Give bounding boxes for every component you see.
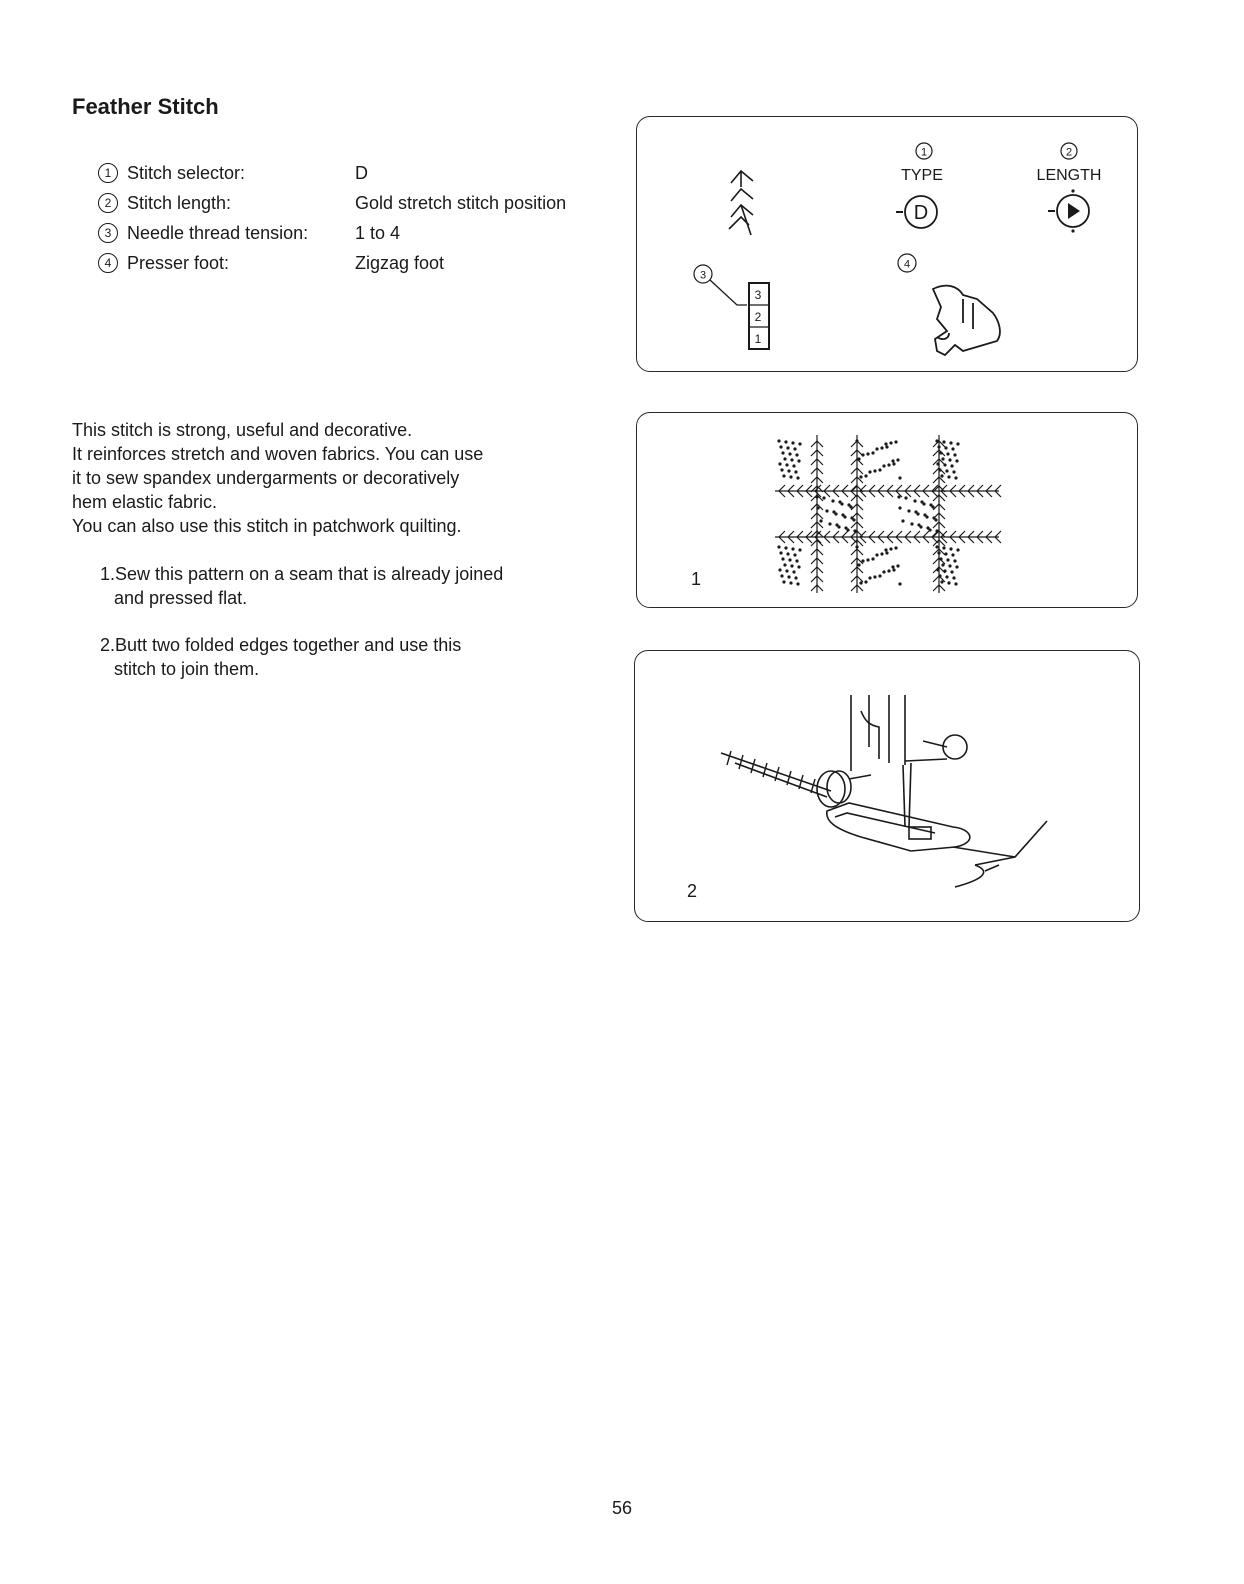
step-text: 1.Sew this pattern on a seam that is already joined: [100, 564, 504, 584]
dot-icon: [1071, 189, 1074, 192]
length-dial: [1037, 143, 1102, 233]
steps-list: [100, 562, 570, 704]
page-number: 56: [611, 1498, 633, 1518]
feather-seam-icon: [775, 531, 1001, 543]
feather-stitch-pattern-icon: [729, 171, 753, 235]
setting-label: Stitch length:: [127, 192, 232, 213]
tension-number: 3: [699, 269, 707, 282]
settings-panel: [636, 116, 1138, 372]
description-line: it to sew spandex undergarments or decoratively: [72, 468, 460, 488]
foot-number: 4: [903, 258, 911, 271]
description-line: It reinforces stretch and woven fabrics. You can use: [72, 444, 484, 464]
tension-mark: 2: [754, 310, 762, 324]
type-number: 1: [920, 146, 928, 159]
fabric-patch-icon: [855, 545, 901, 585]
description-line: You can also use this stitch in patchwork quilting.: [72, 516, 462, 536]
patchwork-example-panel: [636, 412, 1138, 608]
dot-icon: [1071, 229, 1074, 232]
page-title: Feather Stitch: [72, 94, 219, 119]
setting-thread-tension: [98, 218, 566, 248]
setting-number: 1: [98, 163, 118, 183]
fabric-patch-icon: [777, 545, 801, 585]
tension-mark: 3: [754, 288, 762, 302]
feather-seam-icon: [851, 435, 863, 593]
joining-edges-panel: [634, 650, 1140, 922]
type-label: TYPE: [901, 167, 943, 184]
fabric-patch-icon: [897, 495, 938, 532]
setting-value: D: [355, 162, 368, 183]
length-number: 2: [1065, 146, 1073, 159]
type-value: D: [913, 202, 929, 224]
sewing-illustration: [635, 651, 1141, 923]
setting-presser-foot: [98, 248, 566, 278]
settings-illustration: [637, 117, 1139, 373]
step-text: and pressed flat.: [114, 588, 248, 608]
setting-value: Gold stretch stitch position: [355, 192, 567, 213]
zigzag-foot-icon: [933, 286, 1000, 355]
tension-mark: 1: [754, 332, 762, 346]
setting-stitch-selector: [98, 158, 566, 188]
step-text: 2.Butt two folded edges together and use this: [100, 635, 462, 655]
setting-label: Stitch selector:: [127, 162, 246, 183]
setting-label: Needle thread tension:: [127, 222, 309, 243]
setting-value: 1 to 4: [355, 222, 401, 243]
setting-number: 2: [98, 193, 118, 213]
description-line: hem elastic fabric.: [72, 492, 218, 512]
callout-line-icon: [710, 280, 747, 305]
tension-indicator: [694, 265, 769, 349]
description: [72, 418, 552, 538]
setting-number: 3: [98, 223, 118, 243]
figure-label: 2: [687, 881, 698, 901]
figure-label: 1: [691, 569, 702, 589]
feather-stitch-seam-icon: [727, 751, 815, 793]
feather-seam-icon: [775, 485, 1001, 497]
settings-list: [98, 158, 566, 278]
description-line: This stitch is strong, useful and decorative.: [72, 420, 413, 440]
patchwork-illustration: [637, 413, 1139, 609]
step-1: [100, 562, 570, 610]
fabric-patch-icon: [777, 439, 801, 479]
type-dial: [896, 143, 943, 228]
setting-value: Zigzag foot: [355, 252, 445, 273]
setting-number: 4: [98, 253, 118, 273]
play-arrow-icon: [1068, 203, 1080, 219]
presser-foot-indicator: [898, 254, 1000, 355]
step-2: [100, 633, 570, 681]
presser-foot-sewing-icon: [721, 695, 1047, 887]
step-text: stitch to join them.: [114, 659, 260, 679]
setting-stitch-length: [98, 188, 566, 218]
feather-seam-icon: [811, 435, 823, 593]
length-label: LENGTH: [1036, 167, 1102, 184]
setting-label: Presser foot:: [127, 252, 230, 273]
